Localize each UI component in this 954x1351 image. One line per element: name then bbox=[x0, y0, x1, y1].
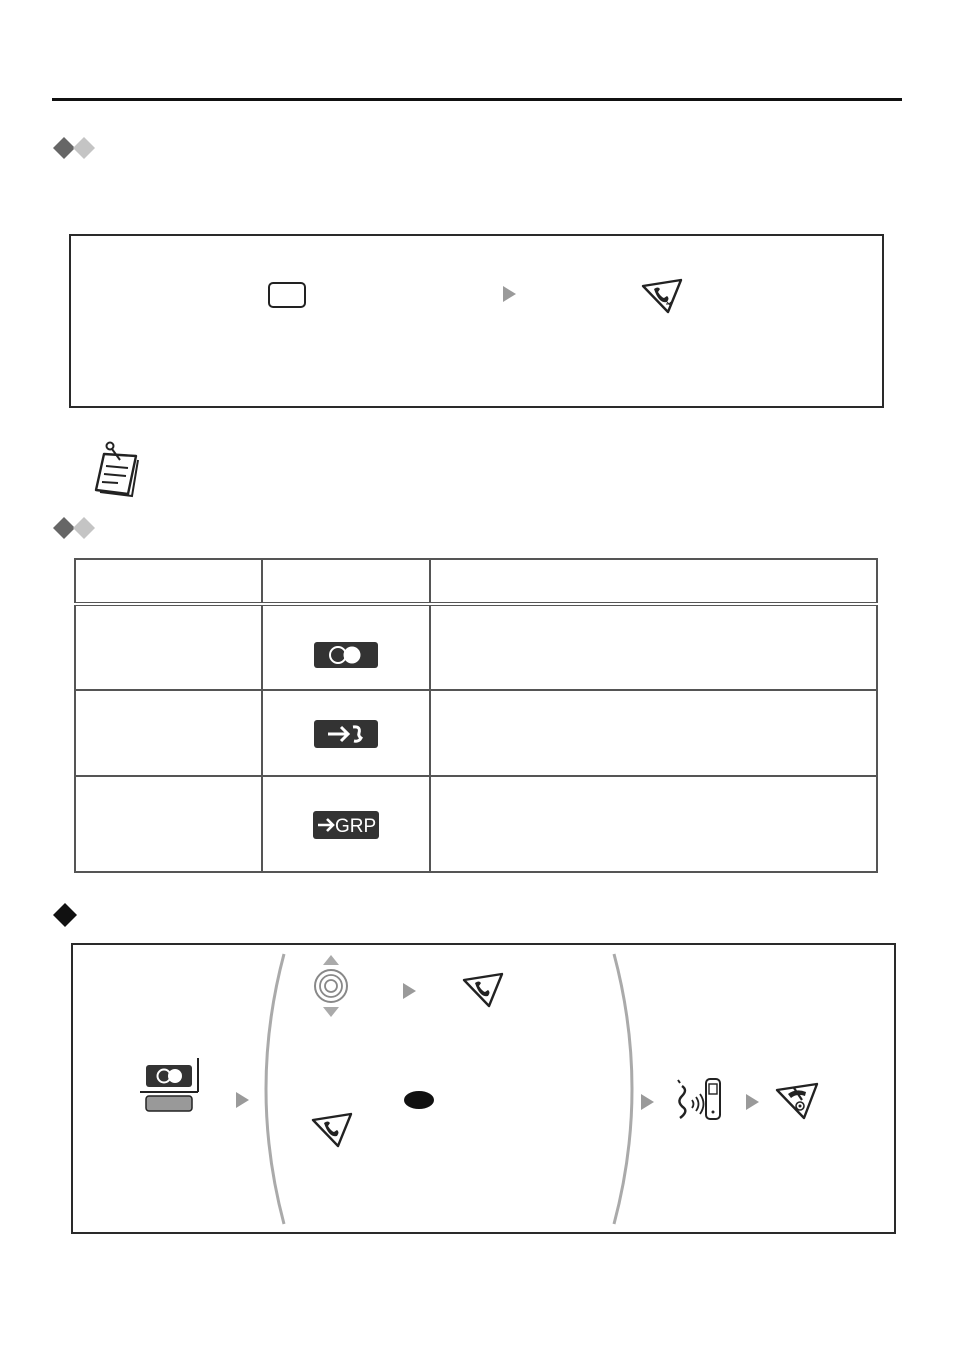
conference-key-stack bbox=[140, 1058, 200, 1113]
key-button bbox=[268, 282, 306, 308]
table-cell bbox=[262, 604, 430, 690]
diamond-icon bbox=[52, 902, 78, 928]
talk-button-icon bbox=[310, 1112, 354, 1150]
next-step-arrow bbox=[503, 286, 516, 302]
right-parenthesis bbox=[610, 952, 636, 1226]
off-hook-icon bbox=[774, 1082, 820, 1122]
talk-button-icon bbox=[640, 278, 684, 316]
procedure-box-1 bbox=[69, 234, 884, 408]
transfer-group-key-icon bbox=[313, 811, 379, 839]
table-row bbox=[75, 776, 877, 872]
table-cell bbox=[430, 776, 877, 872]
next-step-arrow bbox=[403, 983, 416, 999]
notepad-icon bbox=[92, 440, 142, 498]
table-cell bbox=[75, 604, 262, 690]
next-step-arrow bbox=[746, 1094, 759, 1110]
table-header-cell bbox=[262, 559, 430, 604]
display-key-table bbox=[74, 558, 878, 873]
table-cell bbox=[262, 776, 430, 872]
table-header-cell bbox=[75, 559, 262, 604]
left-parenthesis bbox=[262, 952, 288, 1226]
double-diamond-icon bbox=[52, 136, 98, 160]
navigator-key-icon bbox=[312, 954, 350, 1018]
table-cell bbox=[75, 776, 262, 872]
next-step-arrow bbox=[641, 1094, 654, 1110]
table-cell bbox=[430, 604, 877, 690]
table-row bbox=[75, 604, 877, 690]
header-rule bbox=[52, 98, 902, 101]
double-diamond-icon bbox=[52, 516, 98, 540]
table-cell bbox=[75, 690, 262, 776]
next-step-arrow bbox=[236, 1092, 249, 1108]
conference-key-icon bbox=[140, 1058, 200, 1114]
transfer-key-icon bbox=[314, 720, 378, 748]
conversation-icon bbox=[672, 1076, 728, 1122]
talk-button-icon bbox=[461, 972, 505, 1010]
table-cell bbox=[262, 690, 430, 776]
table-header-row bbox=[75, 559, 877, 604]
grp-glyph: GRP bbox=[335, 816, 377, 837]
table-cell bbox=[430, 690, 877, 776]
conference-key-icon bbox=[314, 642, 378, 668]
table-header-cell bbox=[430, 559, 877, 604]
table-row bbox=[75, 690, 877, 776]
oval-key-icon bbox=[404, 1091, 434, 1109]
